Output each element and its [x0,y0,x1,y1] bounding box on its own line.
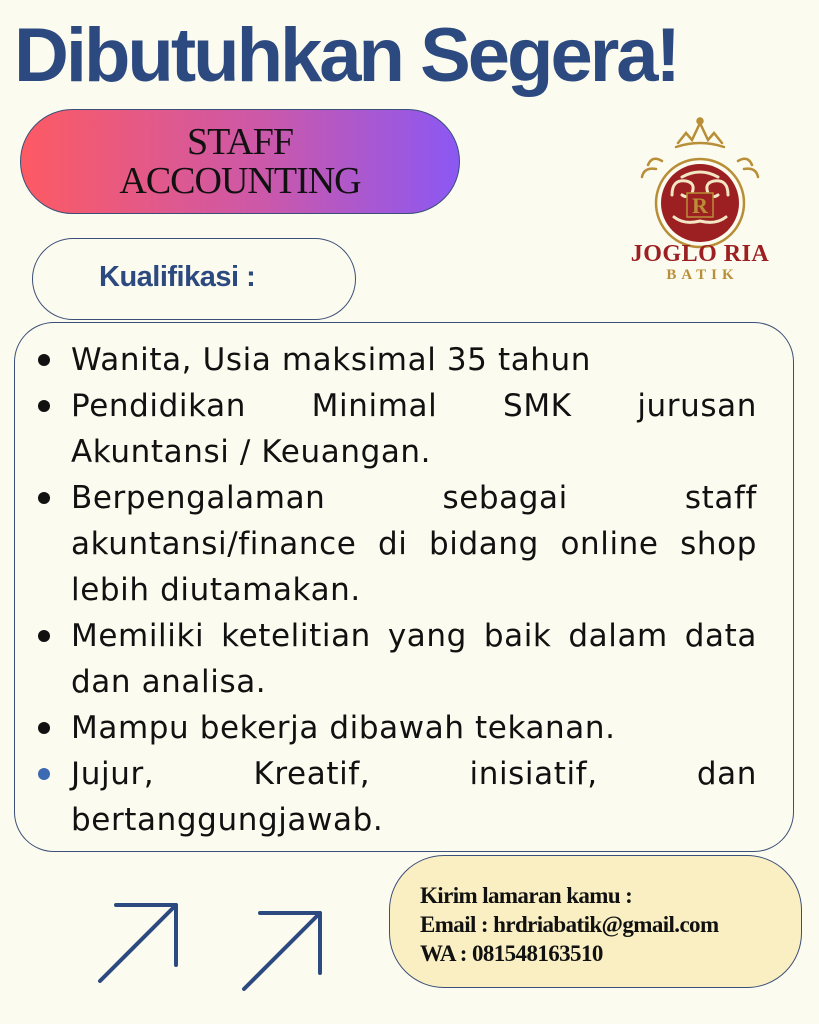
list-item [71,751,757,843]
arrow-up-right-icon [92,895,188,987]
list-item-text: Memiliki ketelitian yang baik dalam data dan analisa. [71,618,757,700]
bullet-icon [38,400,50,412]
qualifications-list-box [14,322,794,852]
list-item [71,705,757,751]
list-item [71,383,757,475]
contact-intro: Kirim lamaran kamu : [420,883,633,908]
contact-whatsapp[interactable]: WA : 081548163510 [420,941,603,966]
list-item-text: Mampu bekerja dibawah tekanan. [71,710,616,746]
list-item [71,475,757,613]
qualifications-heading: Kualifikasi : [99,261,256,293]
bullet-icon [38,492,50,504]
qualifications-heading-pill [32,238,356,320]
list-item-text: Jujur, Kreatif, inisiatif, dan bertanggungjawab. [71,756,757,838]
position-badge [20,109,460,214]
logo-sub-name: BATIK [666,267,739,283]
qualifications-list [71,337,757,843]
list-item-text: Wanita, Usia maksimal 35 tahun [71,342,592,378]
headline: Dibutuhkan Segera! [14,13,678,98]
monogram-letter: R [692,193,708,218]
list-item-text: Pendidikan Minimal SMK jurusan Akuntansi / Keuangan. [71,388,757,470]
list-item [71,337,757,383]
list-item [71,613,757,705]
list-item-text: Berpengalaman sebagai staff akuntansi/finance di bidang online shop lebih diutamakan. [71,480,757,608]
bullet-icon [38,630,50,642]
position-title-line-1: STAFF [186,120,293,163]
logo-brand-name: JOGLO RIA [630,241,770,267]
contact-email[interactable]: Email : hrdriabatik@gmail.com [420,912,719,937]
bullet-icon [38,768,50,780]
bullet-icon [38,722,50,734]
contact-box [389,855,802,988]
logo-wordmark [610,241,790,283]
bullet-icon [38,354,50,366]
arrow-up-right-icon [236,905,332,997]
position-title-line-2: ACCOUNTING [119,159,361,202]
